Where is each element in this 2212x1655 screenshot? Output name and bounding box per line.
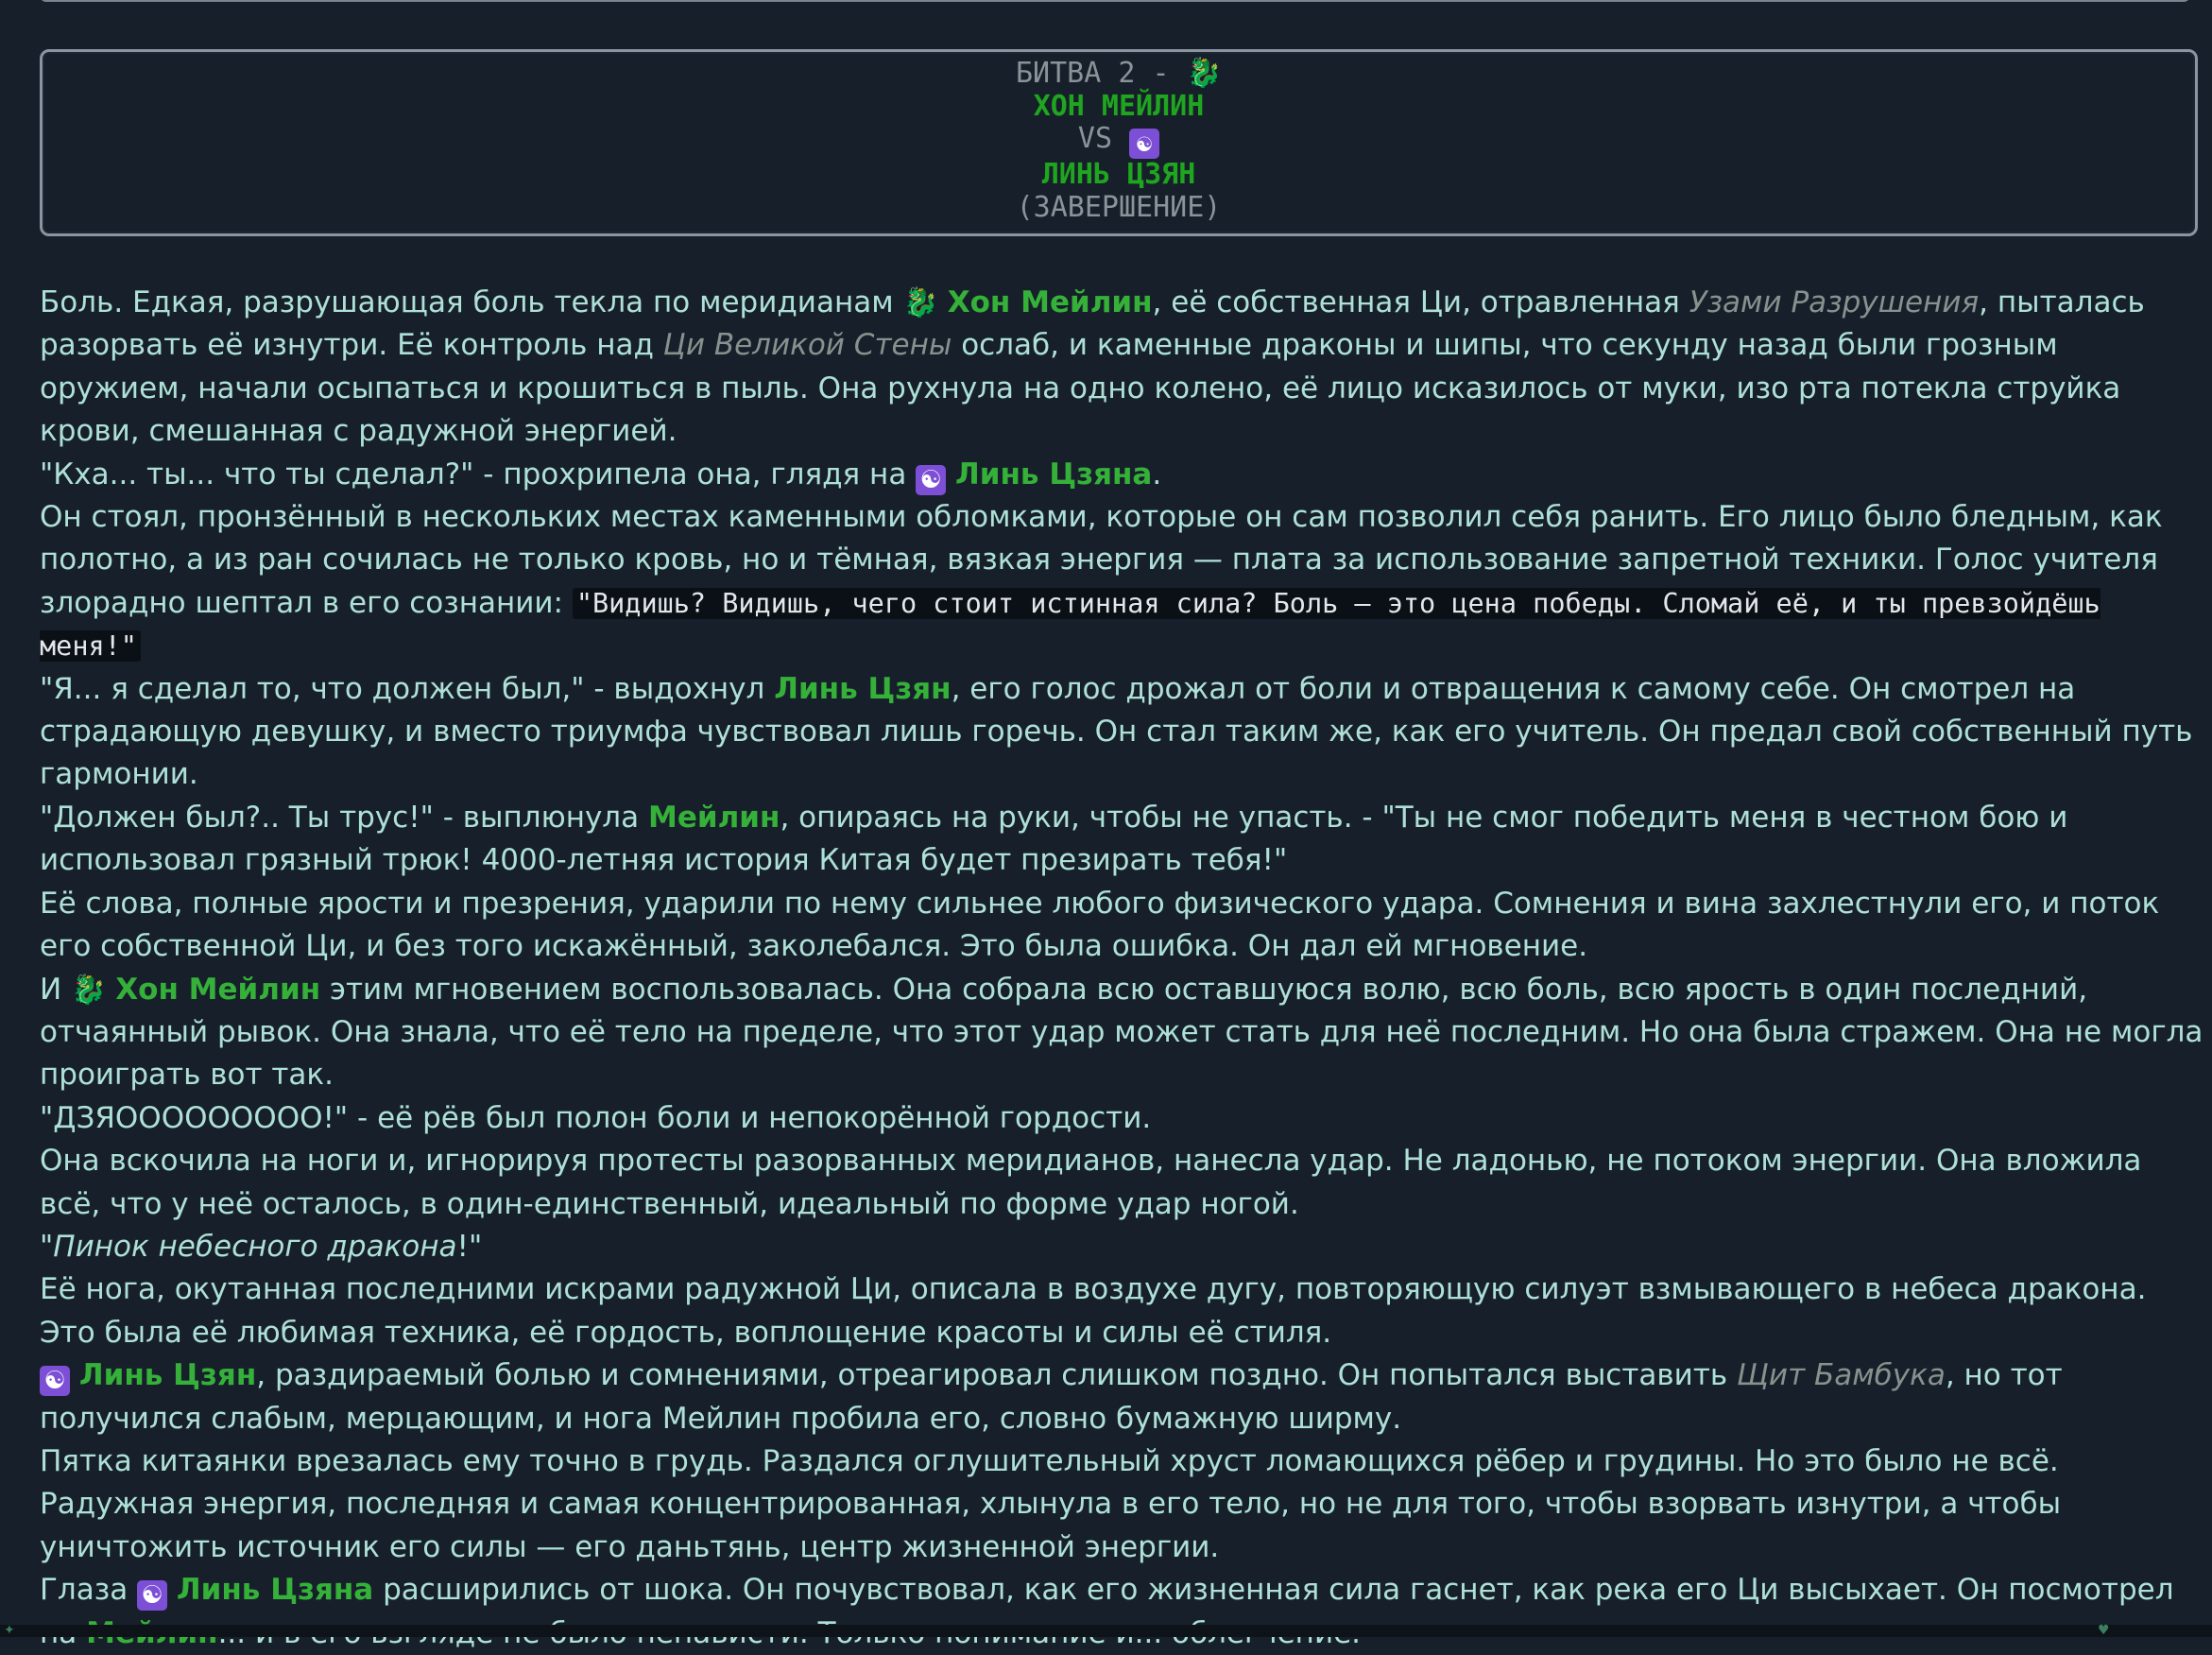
technique-name: Узами Разрушения <box>1689 285 1980 319</box>
story-text <box>40 282 2203 1655</box>
battle-header <box>40 49 2198 236</box>
paragraph <box>40 282 2203 454</box>
text-span: И <box>40 972 72 1007</box>
paragraph <box>40 668 2203 797</box>
text-span: этим мгновением воспользовалась. Она собрала всю оставшуюся волю, всю боль, всю ярость в один последний, отчаянный рывок. Она знала, что её тело на пределе, что этот удар может стать для неё последним. Но она была стражем. Она не могла проиграть вот так. <box>40 972 2203 1093</box>
fighter-2-name: ЛИНЬ ЦЗЯН <box>1041 158 1196 191</box>
vs-line <box>43 123 2195 159</box>
bottom-toolbar <box>0 1625 2212 1637</box>
dragon-icon: 🐉 <box>1186 57 1222 90</box>
paragraph <box>40 496 2203 668</box>
paragraph: Пятка китаянки врезалась ему точно в грудь. Раздался оглушительный хруст ломающихся рёбер и грудины. Но это было не всё. Радужная энергия, последняя и самая концентрированная, хлынула в его тело, но не для того, чтобы взорвать изнутри, а чтобы уничтожить источник его силы — его даньтянь, центр жизненной энергии. <box>40 1443 2062 1564</box>
previous-block-frame <box>40 0 2190 2</box>
text-span: расширились от шока. Он почувствовал, как его жизненная сила гаснет, как река его Ци высыхает. Он посмотрел <box>383 1573 2174 1608</box>
character-name: Мейлин <box>647 800 780 835</box>
paragraph <box>40 1569 2203 1655</box>
dragon-icon: 🐉 <box>71 973 107 1007</box>
vs-label: VS <box>1077 122 1113 155</box>
text-span: "Должен был?.. Ты трус!" - выплюнула <box>40 800 648 835</box>
text-span: Боль. Едкая, разрушающая боль текла по меридианам <box>40 285 903 319</box>
text-span: "Я... я сделал то, что должен был," - выдохнул <box>40 671 775 706</box>
text-span: . <box>1152 457 1162 491</box>
yinyang-icon: ☯ <box>916 465 946 495</box>
character-name: Линь Цзяна <box>176 1573 374 1608</box>
paragraph <box>40 969 2203 1097</box>
battle-label: БИТВА 2 - <box>1016 57 1170 90</box>
text-span: Он стоял, пронзённый в нескольких местах каменными обломками, которые он сам позволил себя ранить. Его лицо было бледным, как полотно, а из ран сочилась не только кровь, но и тёмная, вязкая энергия — плата за использование запретной техники. Голос учителя злорадно шептал в его сознании: <box>40 500 2163 620</box>
character-name: Хон Мейлин <box>947 285 1153 319</box>
paragraph <box>40 1354 2203 1440</box>
paragraph <box>40 797 2203 883</box>
paragraph: Её нога, окутанная последними искрами радужной Ци, описала в воздухе дугу, повторяющую силуэт взмывающего в небеса дракона. Это была её любимая техника, её гордость, воплощение красоты и силы её стиля. <box>40 1272 2147 1350</box>
text-span: "Кха... ты... что ты сделал?" - прохрипела она, глядя на <box>40 457 917 491</box>
teacher-voice-quote: "Видишь? Видишь, чего стоит истинная сила? Боль — это цена победы. Сломай её, и ты превзойдёшь меня!" <box>40 587 2101 663</box>
leaf-icon[interactable]: ✦ <box>4 1623 15 1638</box>
paragraph <box>40 1226 2203 1268</box>
paragraph: "ДЗЯООООООООО!" - её рёв был полон боли и непокорённой гордости. <box>40 1100 1152 1135</box>
text-span: " <box>40 1229 54 1264</box>
yinyang-icon: ☯ <box>40 1366 70 1396</box>
technique-name: Ци Великой Стены <box>662 328 952 363</box>
character-name: Хон Мейлин <box>115 972 321 1007</box>
paragraph: Она вскочила на ноги и, игнорируя протесты разорванных меридианов, нанесла удар. Не ладонью, не потоком энергии. Она вложила всё, что у неё осталось, в один-единственный, идеальный по форме удар ногой. <box>40 1144 2142 1221</box>
yinyang-icon: ☯ <box>1129 129 1159 159</box>
text-span: , её собственная Ци, отравленная <box>1152 285 1689 319</box>
paragraph <box>40 454 2203 496</box>
dragon-icon: 🐉 <box>902 286 938 319</box>
technique-name: Щит Бамбука <box>1737 1358 1946 1393</box>
text-span: , пыталась разорвать её изнутри. Её контроль над <box>40 285 2145 363</box>
character-name: Линь Цзяна <box>955 457 1153 491</box>
text-span: , опираясь на руки, чтобы не упасть. - "Ты не смог победить меня в честном бою и использовал грязный трюк! 4000-летняя история Китая будет презирать тебя!" <box>40 800 2068 878</box>
paragraph: Её слова, полные ярости и презрения, ударили по нему сильнее любого физического удара. Сомнения и вина захлестнули его, и поток его собственной Ци, и без того искажённый, заколебался. Это была ошибка. Он дал ей мгновение. <box>40 886 2160 964</box>
battle-status: (ЗАВЕРШЕНИЕ) <box>1016 190 1222 224</box>
text-span: ослаб, и каменные драконы и шипы, что секунду назад были грозным оружием, начали осыпаться и крошиться в пыль. Она рухнула на одно колено, её лицо исказилось от муки, изо рта потекла струйка крови, смешанная с радужной энергией. <box>40 328 2121 449</box>
fighter-1-name: ХОН МЕЙЛИН <box>1033 89 1205 123</box>
battle-title-line <box>43 58 2195 91</box>
text-span: !" <box>456 1229 483 1264</box>
text-span: , раздираемый болью и сомнениями, отреагировал слишком поздно. Он попытался выставить <box>256 1358 1738 1393</box>
yinyang-icon: ☯ <box>137 1580 167 1611</box>
character-name: Линь Цзян <box>774 671 952 706</box>
technique-name: Пинок небесного дракона <box>53 1229 457 1264</box>
character-name: Линь Цзян <box>78 1358 257 1393</box>
text-span: , но тот получился слабым, мерцающим, и нога Мейлин пробила его, словно бумажную ширму. <box>40 1358 2063 1436</box>
text-span: Глаза <box>40 1573 138 1608</box>
text-span: , его голос дрожал от боли и отвращения к самому себе. Он смотрел на страдающую девушку, и вместо триумфа чувствовал лишь горечь. Он стал таким же, как его учитель. Он предал свой собственный путь гармонии. <box>40 671 2193 792</box>
heart-icon[interactable]: ♥ <box>2098 1623 2110 1638</box>
